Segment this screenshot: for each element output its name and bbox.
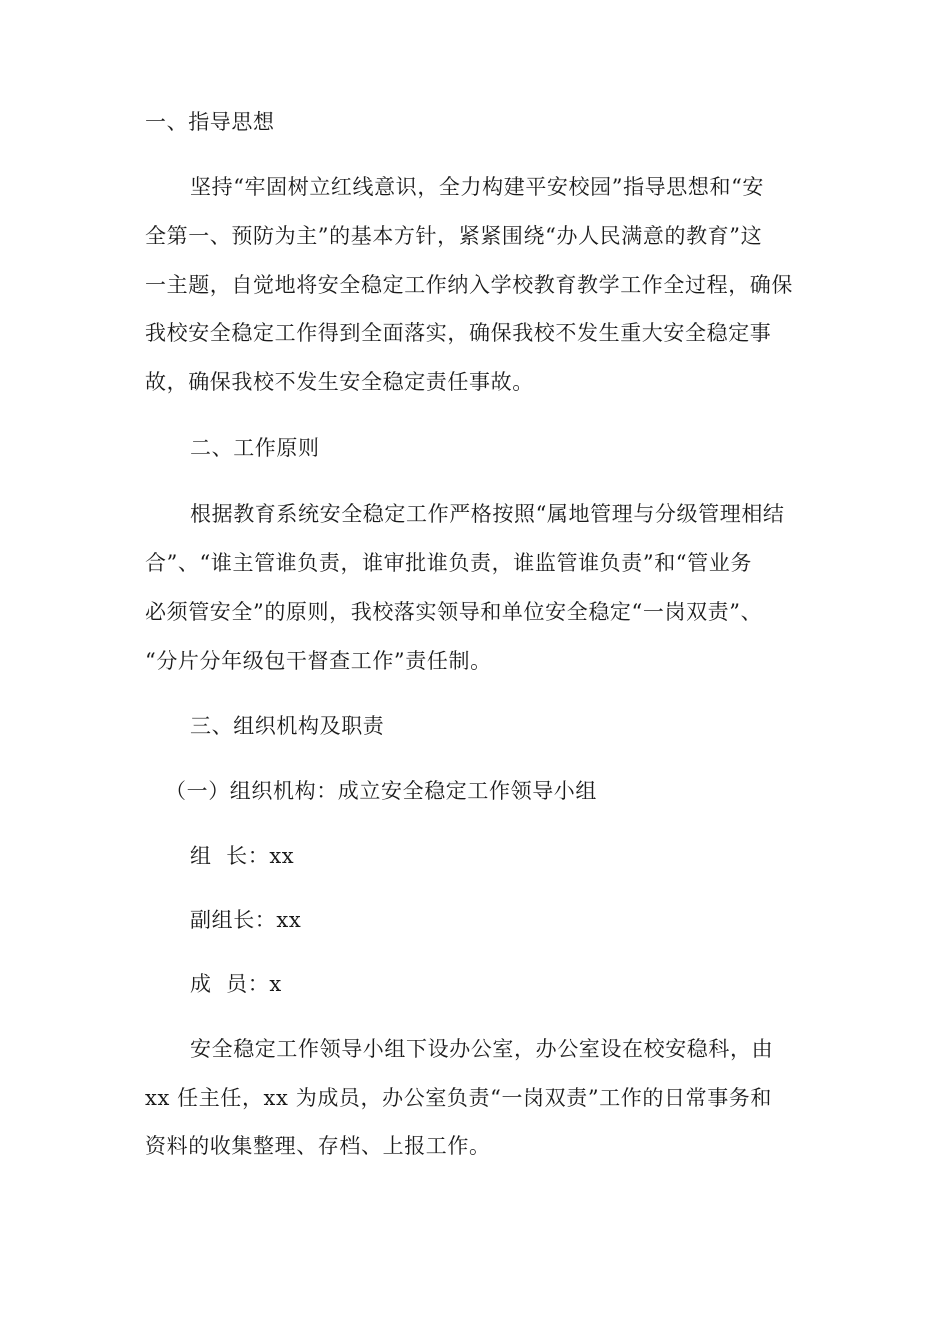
paragraph-line: 根据教育系统安全稳定工作严格按照“属地管理与分级管理相结 — [190, 502, 785, 526]
paragraph-line: 安全稳定工作领导小组下设办公室，办公室设在校安稳科，由 — [190, 1037, 774, 1061]
subheading-organization-structure: （一）组织机构：成立安全稳定工作领导小组 — [165, 779, 597, 803]
heading-work-principles: 二、工作原则 — [190, 436, 320, 460]
paragraph-line: 资料的收集整理、存档、上报工作。 — [145, 1134, 491, 1158]
paragraph-line: 我校安全稳定工作得到全面落实，确保我校不发生重大安全稳定事 — [145, 321, 772, 345]
member-deputy-leader: 副组长：xx — [190, 908, 302, 932]
paragraph-line: 必须管安全”的原则，我校落实领导和单位安全稳定“一岗双责”、 — [145, 600, 763, 624]
paragraph-line: 坚持“牢固树立红线意识，全力构建平安校园”指导思想和“安 — [190, 175, 765, 199]
paragraph-line: xx 任主任，xx 为成员，办公室负责“一岗双责”工作的日常事务和 — [145, 1086, 772, 1110]
member-members: 成 员：x — [190, 972, 282, 996]
member-leader: 组 长：xx — [190, 844, 295, 868]
paragraph-line: 故，确保我校不发生安全稳定责任事故。 — [145, 370, 534, 394]
paragraph-line: 合”、“谁主管谁负责，谁审批谁负责，谁监管谁负责”和“管业务 — [145, 551, 752, 575]
paragraph-line: “分片分年级包干督查工作”责任制。 — [145, 649, 492, 673]
paragraph-line: 一主题，自觉地将安全稳定工作纳入学校教育教学工作全过程，确保 — [145, 273, 793, 297]
paragraph-line: 全第一、预防为主”的基本方针，紧紧围绕“办人民满意的教育”这 — [145, 224, 763, 248]
heading-guiding-ideology: 一、指导思想 — [145, 110, 275, 134]
heading-organization: 三、组织机构及职责 — [190, 714, 385, 738]
